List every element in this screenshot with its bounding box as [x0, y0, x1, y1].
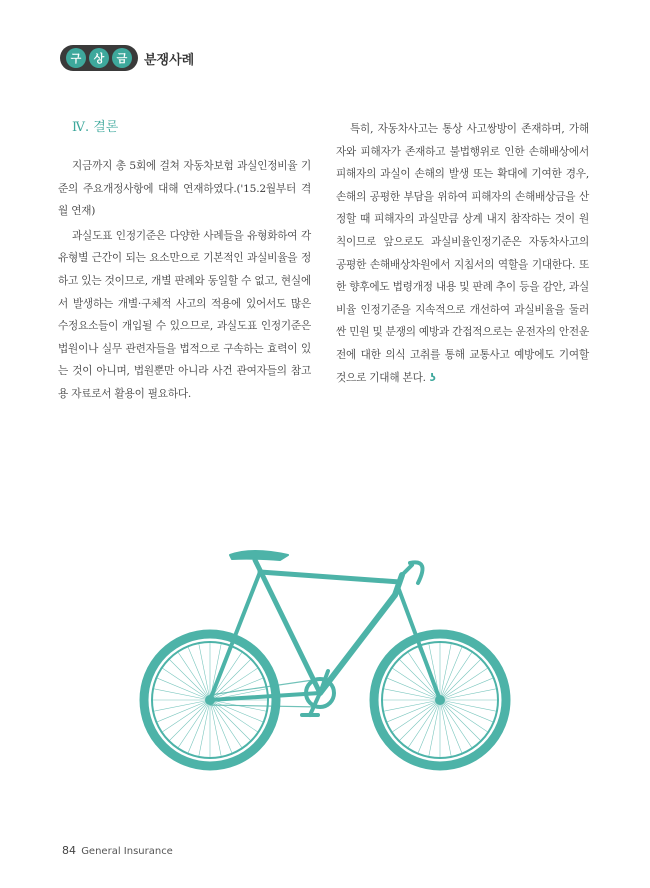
bicycle-illustration	[130, 545, 520, 795]
seat-tube	[255, 560, 320, 693]
paragraph	[336, 118, 589, 389]
spoke	[440, 659, 481, 700]
badge-char-1: 구	[66, 48, 86, 68]
left-column	[58, 118, 311, 406]
saddle	[230, 551, 288, 560]
paragraph: 과실도표 인정기준은 다양한 사례들을 유형화하여 각 유형별 근간이 되는 요소만으로 기본적인 과실비율을 정하고 있는 것이므로, 개별 판례와 동일할 수 없고, 현실에서 발생하는 개별·구체적 사고의 적용에 있어서도 많은 수정요소들이 개입될 수 있으므로, 과실도표 인정기준은 법원이나 실무 관련자들을 법적으로 구속하는 효력이 있는 것이 아니며, 법원뿐만 아니라 사건 관여자들의 참고용 자료로서 활용이 필요하다.	[58, 229, 311, 400]
badge-char-3: 금	[112, 48, 132, 68]
spoke	[169, 700, 210, 741]
paragraph: 지금까지 총 5회에 걸쳐 자동차보험 과실인정비율 기준의 주요개정사항에 대해 연재하였다.('15.2월부터 격월 연재)	[58, 160, 311, 218]
bicycle-frame	[210, 551, 440, 715]
right-column	[336, 118, 589, 389]
spoke	[169, 659, 210, 700]
page-number: 84	[62, 844, 76, 857]
page-footer	[62, 844, 173, 857]
spoke	[440, 700, 481, 741]
publication-name: General Insurance	[81, 846, 173, 857]
top-tube	[260, 572, 400, 582]
section-header	[60, 45, 194, 71]
down-tube	[320, 595, 395, 693]
end-mark-icon: ʖ	[429, 371, 436, 384]
header-title: 분쟁사례	[144, 52, 195, 68]
stem	[402, 565, 412, 575]
paragraph-text: 특히, 자동차사고는 통상 사고쌍방이 존재하며, 가해자와 피해자가 존재하고 불법행위로 인한 손해배상에서 피해자의 과실이 손해의 발생 또는 확대에 기여한 경우, 손해의 공평한 부담을 위하여 피해자의 손해배상금을 산정할 때 피해자의 과실만큼 상계 내지 참작하는 것이 원칙이므로 앞으로도 과실비율인정기준은 자동차사고의 공평한 손해배상차원에서 지침서의 역할을 기대한다. 또한 향후에도 법령개정 내용 및 판례 추이 등을 감안, 과실비율 인정기준을 지속적으로 개선하여 과실비율을 둘러싼 민원 및 분쟁의 예방과 간접적으로는 운전자의 안전운전에 대한 의식 고취를 통해 교통사고 예방에도 기여할 것으로 기대해 본다.	[336, 123, 589, 384]
section-title: Ⅳ. 결론	[72, 120, 119, 135]
badge-char-2: 상	[89, 48, 109, 68]
award-badge	[60, 45, 138, 71]
spoke	[399, 700, 440, 741]
